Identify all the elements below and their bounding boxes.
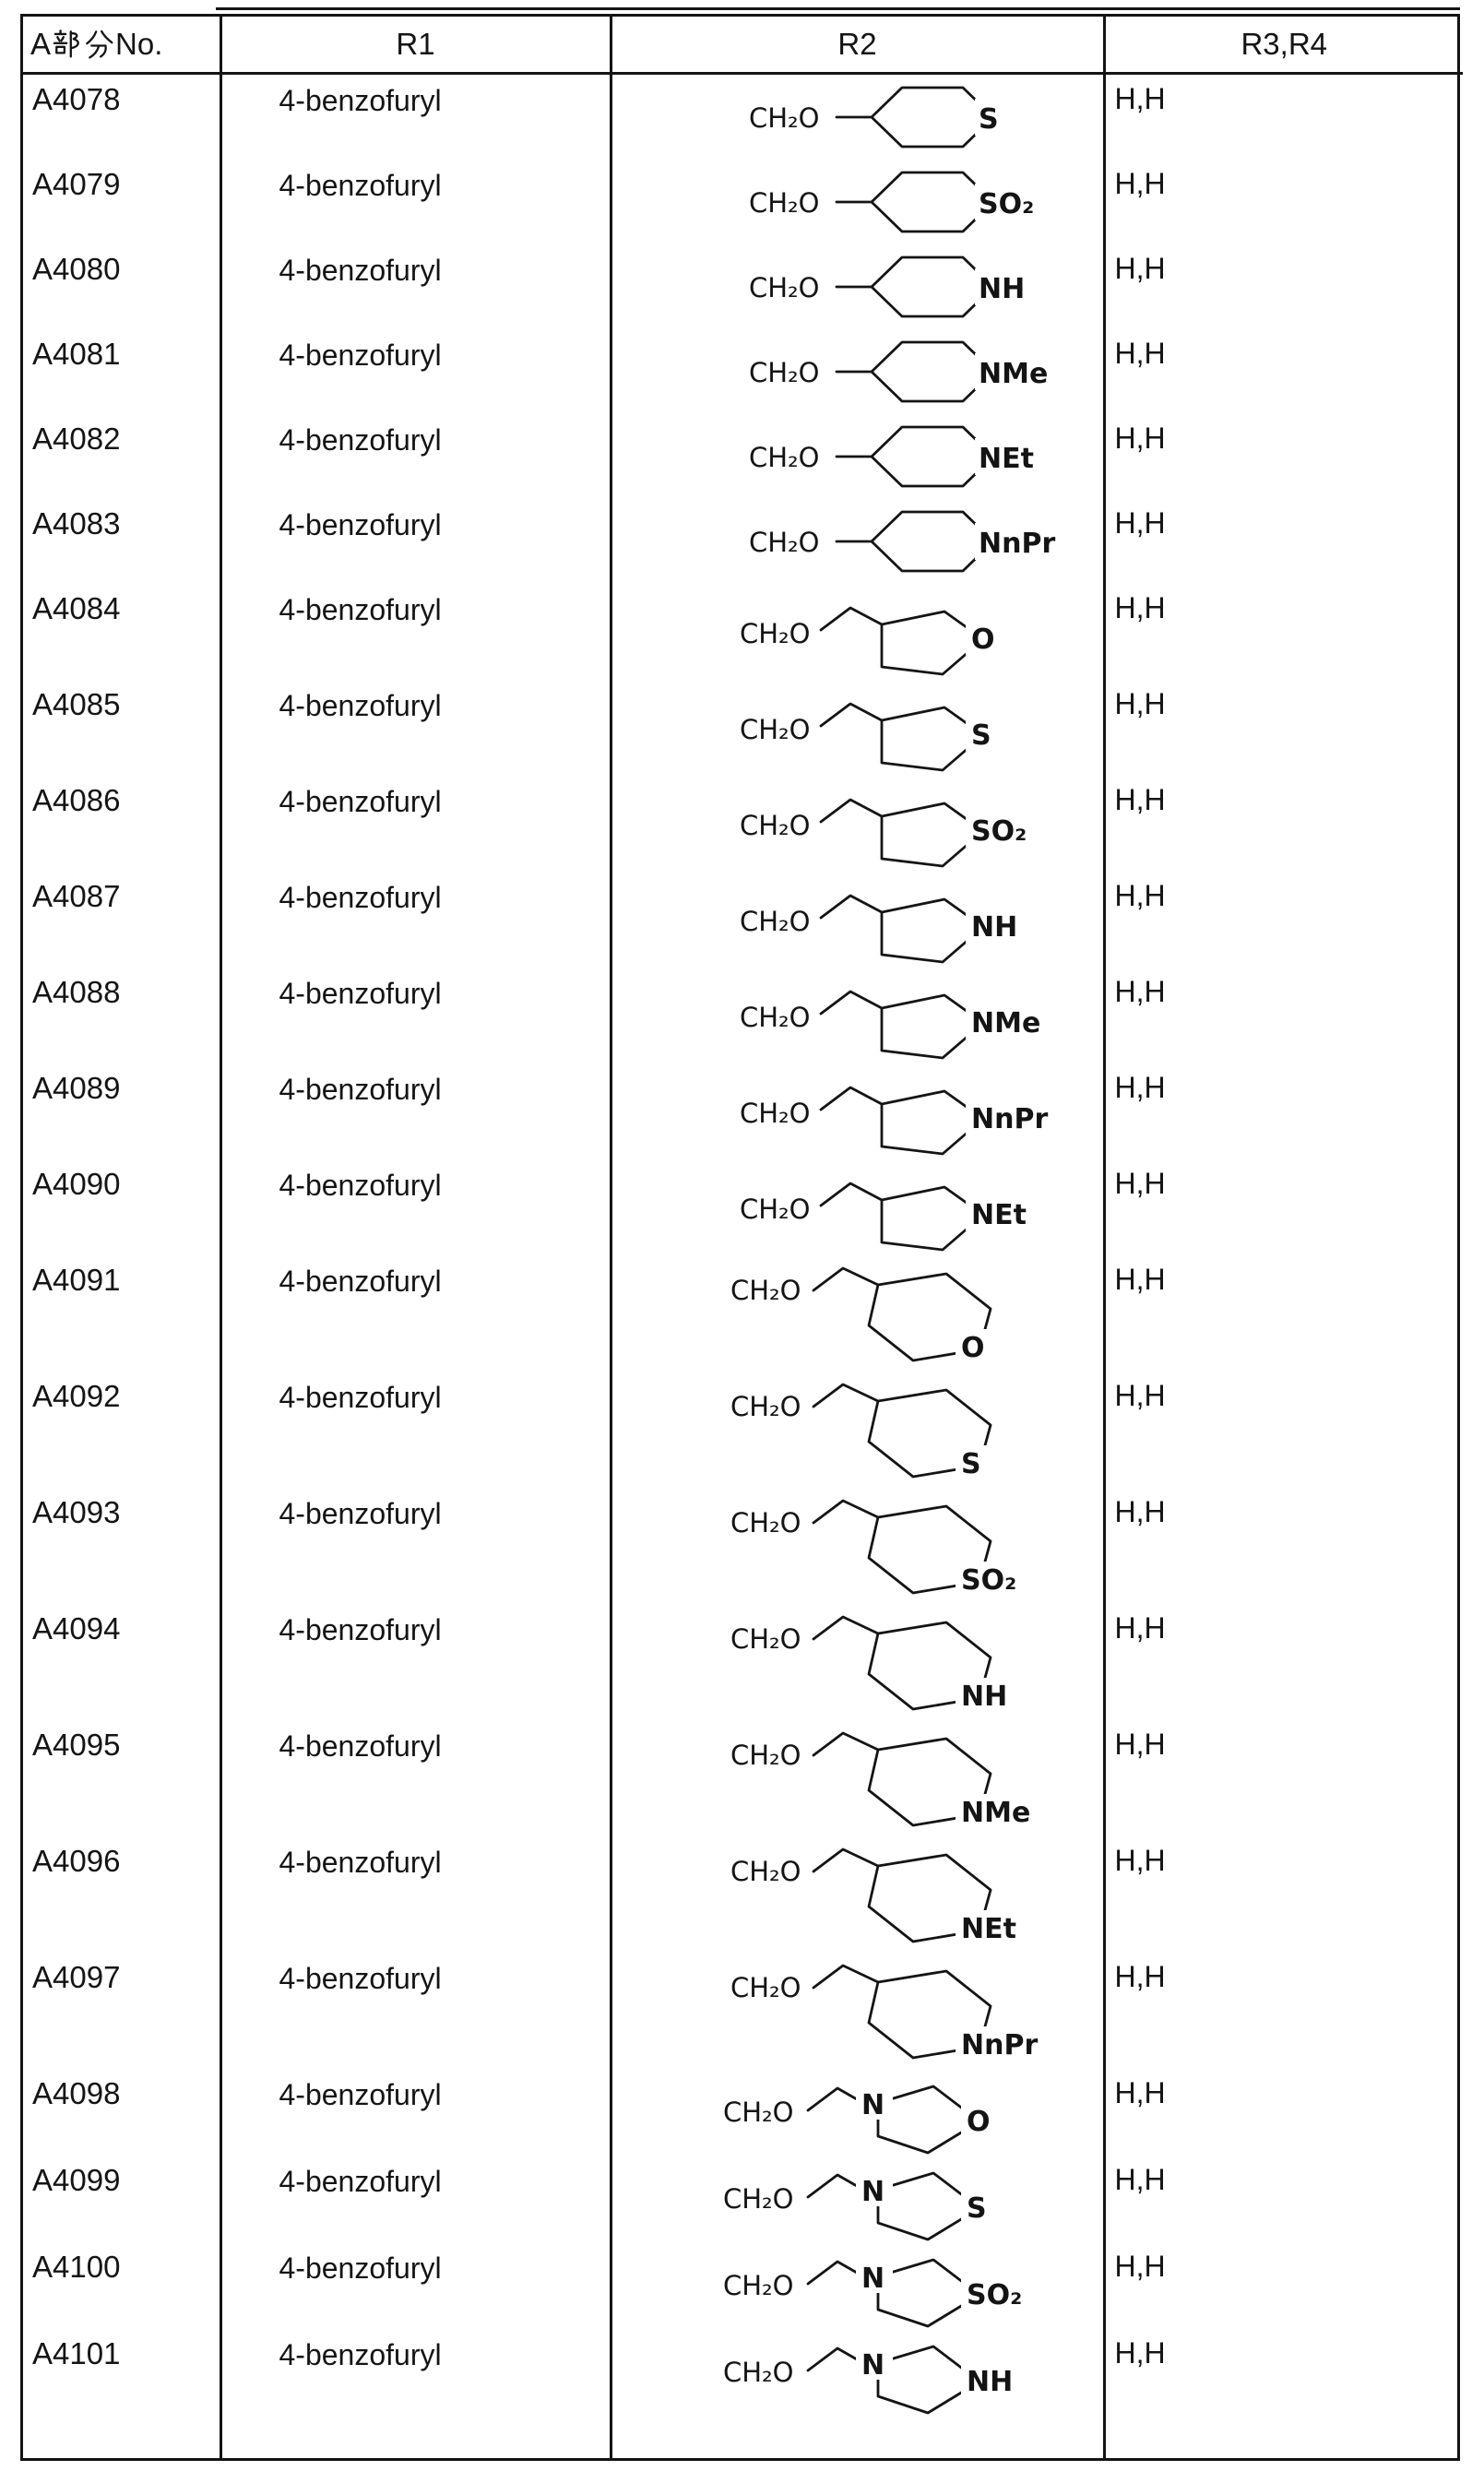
cell-r2	[611, 160, 1104, 244]
table-row	[23, 968, 1463, 1063]
table-row	[23, 1255, 1463, 1372]
hetero-label: NMe	[960, 1797, 1030, 1829]
cell-r1: 4-benzofuryl	[220, 2069, 611, 2156]
cell-r3r4: H,H	[1104, 1372, 1463, 1488]
hetero-label: NH	[966, 2366, 1013, 2398]
table-row	[23, 160, 1463, 244]
hetero-label: S	[978, 103, 999, 136]
cell-r3r4: H,H	[1104, 968, 1463, 1063]
cell-r1: 4-benzofuryl	[220, 2156, 611, 2242]
cell-r1: 4-benzofuryl	[220, 1255, 611, 1372]
cell-r1: 4-benzofuryl	[220, 872, 611, 968]
cell-r3r4: H,H	[1104, 2156, 1463, 2242]
cell-part-no: A4101	[32, 2336, 121, 2370]
table-row	[23, 1953, 1463, 2069]
cell-r1: 4-benzofuryl	[220, 74, 611, 160]
cell-r3r4: H,H	[1104, 2329, 1463, 2458]
cell-r3r4: H,H	[1104, 2069, 1463, 2156]
cell-r1: 4-benzofuryl	[220, 584, 611, 680]
ch2o-label: CH₂O	[739, 618, 811, 649]
header-row	[23, 17, 1463, 74]
cell-r1: 4-benzofuryl	[220, 776, 611, 872]
cell-r2	[611, 414, 1104, 499]
cell-r3r4: H,H	[1104, 680, 1463, 776]
table-row	[23, 1063, 1463, 1159]
ring-n-label: N	[861, 2263, 884, 2295]
header-text: A	[30, 27, 52, 61]
table-row	[23, 872, 1463, 968]
hetero-label: S	[970, 719, 991, 752]
ch2o-label: CH₂O	[722, 2270, 794, 2301]
cell-r1: 4-benzofuryl	[220, 1372, 611, 1488]
table-row	[23, 2242, 1463, 2329]
hetero-label: O	[966, 2106, 991, 2138]
structure-pent-ch2	[612, 680, 1105, 776]
col-header-r1: R1	[220, 17, 611, 74]
cell-r1: 4-benzofuryl	[220, 414, 611, 499]
hetero-label: NH	[970, 911, 1017, 944]
cell-r2	[611, 499, 1104, 584]
hetero-label: NEt	[978, 443, 1034, 475]
table-row	[23, 680, 1463, 776]
table-row	[23, 2069, 1463, 2156]
cell-part-no: A4080	[32, 252, 121, 286]
cell-r1: 4-benzofuryl	[220, 1836, 611, 1953]
bond	[813, 1849, 878, 1871]
hetero-label: NEt	[970, 1199, 1027, 1231]
cell-r2	[611, 1255, 1104, 1372]
cell-r2	[611, 1953, 1104, 2069]
table-row	[23, 1159, 1463, 1255]
bond	[821, 1087, 882, 1110]
cell-r1: 4-benzofuryl	[220, 499, 611, 584]
top-ruling-line	[216, 7, 1460, 10]
ch2o-label: CH₂O	[722, 2183, 794, 2215]
table-row	[23, 1604, 1463, 1720]
cell-r2	[611, 776, 1104, 872]
structure-hex-ch2	[612, 1953, 1105, 2069]
cell-part-no: A4087	[32, 879, 121, 913]
table-row	[23, 74, 1463, 160]
ch2o-label: CH₂O	[739, 906, 811, 937]
cell-part-no: A4081	[32, 337, 121, 371]
structure-pent-ch2	[612, 968, 1105, 1063]
cell-part-no: A4100	[32, 2250, 121, 2284]
structure-hex-direct	[612, 160, 1105, 244]
ch2o-label: CH₂O	[739, 714, 811, 745]
cell-part-no: A4079	[32, 167, 121, 201]
table-row	[23, 1372, 1463, 1488]
structure-hex-direct	[612, 75, 1105, 160]
cell-part-no: A4085	[32, 687, 121, 721]
ring-n-label: N	[861, 2176, 884, 2208]
structure-hex-ch2	[612, 1836, 1105, 1953]
cell-r1: 4-benzofuryl	[220, 1488, 611, 1604]
ch2o-label: CH₂O	[730, 1507, 801, 1538]
cell-r3r4: H,H	[1104, 1063, 1463, 1159]
structure-hex-n	[612, 2329, 1105, 2416]
hetero-label: S	[960, 1448, 981, 1480]
hetero-label: NnPr	[978, 528, 1055, 560]
structure-hex-ch2	[612, 1372, 1105, 1488]
cell-r3r4: H,H	[1104, 1488, 1463, 1604]
bond	[813, 1384, 878, 1407]
table-area	[20, 7, 1460, 2461]
bond	[821, 800, 882, 822]
cell-r3r4: H,H	[1104, 1255, 1463, 1372]
cell-part-no: A4078	[32, 82, 121, 116]
cell-r2	[611, 872, 1104, 968]
table-head	[23, 17, 1463, 74]
hetero-label: NnPr	[960, 2029, 1038, 2061]
structure-hex-ch2	[612, 1488, 1105, 1604]
cell-r1: 4-benzofuryl	[220, 160, 611, 244]
cell-part-no: A4090	[32, 1167, 121, 1201]
bond	[808, 2088, 863, 2110]
cell-r2	[611, 2242, 1104, 2329]
ch2o-label: CH₂O	[722, 2357, 794, 2388]
structure-hex-n	[612, 2242, 1105, 2329]
ch2o-label: CH₂O	[730, 1623, 801, 1655]
table-row	[23, 584, 1463, 680]
cell-part-no: A4098	[32, 2076, 121, 2110]
ch2o-label: CH₂O	[748, 272, 820, 303]
cell-r1: 4-benzofuryl	[220, 1953, 611, 2069]
cell-part-no: A4088	[32, 975, 121, 1009]
ch2o-label: CH₂O	[730, 1856, 801, 1887]
table-row	[23, 329, 1463, 414]
structure-hex-direct	[612, 329, 1105, 414]
ch2o-label: CH₂O	[739, 810, 811, 841]
ch2o-label: CH₂O	[739, 1002, 811, 1033]
cell-part-no: A4086	[32, 783, 121, 817]
cell-part-no: A4082	[32, 422, 121, 456]
col-header-r3r4: R3,R4	[1104, 17, 1463, 74]
cell-part-no: A4094	[32, 1611, 121, 1645]
col-header-part-no	[23, 17, 220, 74]
hetero-label: O	[960, 1332, 985, 1364]
structure-hex-direct	[612, 499, 1105, 584]
cell-r1: 4-benzofuryl	[220, 1063, 611, 1159]
cell-r2	[611, 584, 1104, 680]
cell-r3r4: H,H	[1104, 584, 1463, 680]
cell-r2	[611, 1836, 1104, 1953]
ch2o-label: CH₂O	[730, 1972, 801, 2003]
structure-hex-ch2	[612, 1255, 1105, 1372]
ch2o-label: CH₂O	[748, 527, 820, 558]
ch2o-label: CH₂O	[748, 102, 820, 134]
cell-r2	[611, 2156, 1104, 2242]
structure-hex-ch2	[612, 1604, 1105, 1720]
cell-r2	[611, 680, 1104, 776]
ch2o-label: CH₂O	[748, 357, 820, 388]
bond	[821, 896, 882, 918]
cell-r2	[611, 1159, 1104, 1255]
cell-r3r4: H,H	[1104, 1720, 1463, 1836]
cell-r1: 4-benzofuryl	[220, 329, 611, 414]
cell-part-no: A4096	[32, 1844, 121, 1878]
cell-r3r4: H,H	[1104, 244, 1463, 329]
hetero-label: NnPr	[970, 1103, 1048, 1135]
ch2o-label: CH₂O	[739, 1098, 811, 1129]
hetero-label: SO₂	[966, 2279, 1022, 2311]
structure-pent-ch2	[612, 776, 1105, 872]
kanji-bu-icon	[52, 29, 82, 59]
ch2o-label: CH₂O	[730, 1275, 801, 1306]
bond	[808, 2262, 863, 2284]
structure-hex-ch2	[612, 1720, 1105, 1836]
cell-r1: 4-benzofuryl	[220, 244, 611, 329]
cell-part-no: A4093	[32, 1495, 121, 1529]
hetero-label: NMe	[978, 358, 1048, 390]
bond	[808, 2348, 863, 2370]
table-row	[23, 776, 1463, 872]
bond	[813, 1268, 878, 1290]
cell-r3r4: H,H	[1104, 776, 1463, 872]
cell-r2	[611, 244, 1104, 329]
kanji-bun-icon	[84, 29, 114, 59]
table-row	[23, 414, 1463, 499]
cell-r2	[611, 2069, 1104, 2156]
cell-part-no: A4097	[32, 1960, 121, 1994]
structure-pent-ch2	[612, 872, 1105, 968]
table-row	[23, 499, 1463, 584]
ch2o-label: CH₂O	[739, 1194, 811, 1225]
cell-r3r4: H,H	[1104, 1604, 1463, 1720]
cell-r3r4: H,H	[1104, 499, 1463, 584]
hetero-label: NEt	[960, 1913, 1016, 1945]
table-row	[23, 2329, 1463, 2458]
cell-r2	[611, 74, 1104, 160]
cell-part-no: A4084	[32, 591, 121, 625]
header-text: No.	[115, 27, 163, 61]
cell-part-no: A4089	[32, 1071, 121, 1105]
cell-r1: 4-benzofuryl	[220, 1720, 611, 1836]
cell-r3r4: H,H	[1104, 160, 1463, 244]
bond	[813, 1733, 878, 1755]
structure-pent-ch2	[612, 1063, 1105, 1159]
col-header-r2: R2	[611, 17, 1104, 74]
hetero-label: SO₂	[970, 815, 1027, 848]
bond	[821, 608, 882, 630]
bond	[821, 992, 882, 1014]
bond	[821, 1183, 882, 1206]
cell-r2	[611, 2329, 1104, 2458]
ch2o-label: CH₂O	[730, 1391, 801, 1422]
table-row	[23, 1836, 1463, 1953]
hetero-label: O	[970, 624, 995, 656]
hetero-label: NMe	[970, 1007, 1040, 1039]
cell-r1: 4-benzofuryl	[220, 2242, 611, 2329]
cell-r3r4: H,H	[1104, 74, 1463, 160]
cell-r3r4: H,H	[1104, 414, 1463, 499]
table-sheet	[20, 14, 1460, 2461]
hetero-label: SO₂	[978, 188, 1034, 220]
ring-n-label: N	[861, 2349, 884, 2382]
cell-r3r4: H,H	[1104, 1836, 1463, 1953]
structure-pent-ch2	[612, 584, 1105, 680]
ch2o-label: CH₂O	[722, 2097, 794, 2128]
cell-r3r4: H,H	[1104, 1159, 1463, 1255]
table-body	[23, 74, 1463, 2459]
structure-hex-n	[612, 2069, 1105, 2156]
cell-r3r4: H,H	[1104, 2242, 1463, 2329]
cell-r1: 4-benzofuryl	[220, 968, 611, 1063]
cell-r1: 4-benzofuryl	[220, 2329, 611, 2458]
ch2o-label: CH₂O	[730, 1740, 801, 1771]
cell-r1: 4-benzofuryl	[220, 1604, 611, 1720]
cell-r3r4: H,H	[1104, 872, 1463, 968]
cell-r3r4: H,H	[1104, 1953, 1463, 2069]
cell-r2	[611, 329, 1104, 414]
cell-r3r4: H,H	[1104, 329, 1463, 414]
structure-pent-ch2	[612, 1159, 1105, 1255]
cell-r1: 4-benzofuryl	[220, 1159, 611, 1255]
cell-r2	[611, 1063, 1104, 1159]
bond	[813, 1617, 878, 1639]
cell-r2	[611, 1604, 1104, 1720]
cell-part-no: A4092	[32, 1379, 121, 1413]
structure-hex-direct	[612, 414, 1105, 499]
cell-part-no: A4083	[32, 506, 121, 541]
cell-r2	[611, 1720, 1104, 1836]
bond	[813, 1501, 878, 1523]
cell-part-no: A4099	[32, 2163, 121, 2197]
hetero-label: S	[966, 2192, 987, 2225]
table-row	[23, 1720, 1463, 1836]
compound-table	[23, 17, 1463, 2458]
cell-r2	[611, 1372, 1104, 1488]
table-row	[23, 2156, 1463, 2242]
bond	[821, 704, 882, 726]
ch2o-label: CH₂O	[748, 187, 820, 219]
cell-r2	[611, 968, 1104, 1063]
structure-hex-direct	[612, 244, 1105, 329]
ring-n-label: N	[861, 2089, 884, 2121]
cell-part-no: A4091	[32, 1263, 121, 1297]
bond	[808, 2175, 863, 2197]
table-row	[23, 244, 1463, 329]
hetero-label: NH	[960, 1681, 1007, 1713]
cell-r2	[611, 1488, 1104, 1604]
structure-hex-n	[612, 2156, 1105, 2242]
cell-part-no: A4095	[32, 1728, 121, 1762]
table-row	[23, 1488, 1463, 1604]
bond	[813, 1966, 878, 1988]
hetero-label: SO₂	[960, 1564, 1016, 1597]
cell-r1: 4-benzofuryl	[220, 680, 611, 776]
ch2o-label: CH₂O	[748, 442, 820, 473]
hetero-label: NH	[978, 273, 1025, 305]
